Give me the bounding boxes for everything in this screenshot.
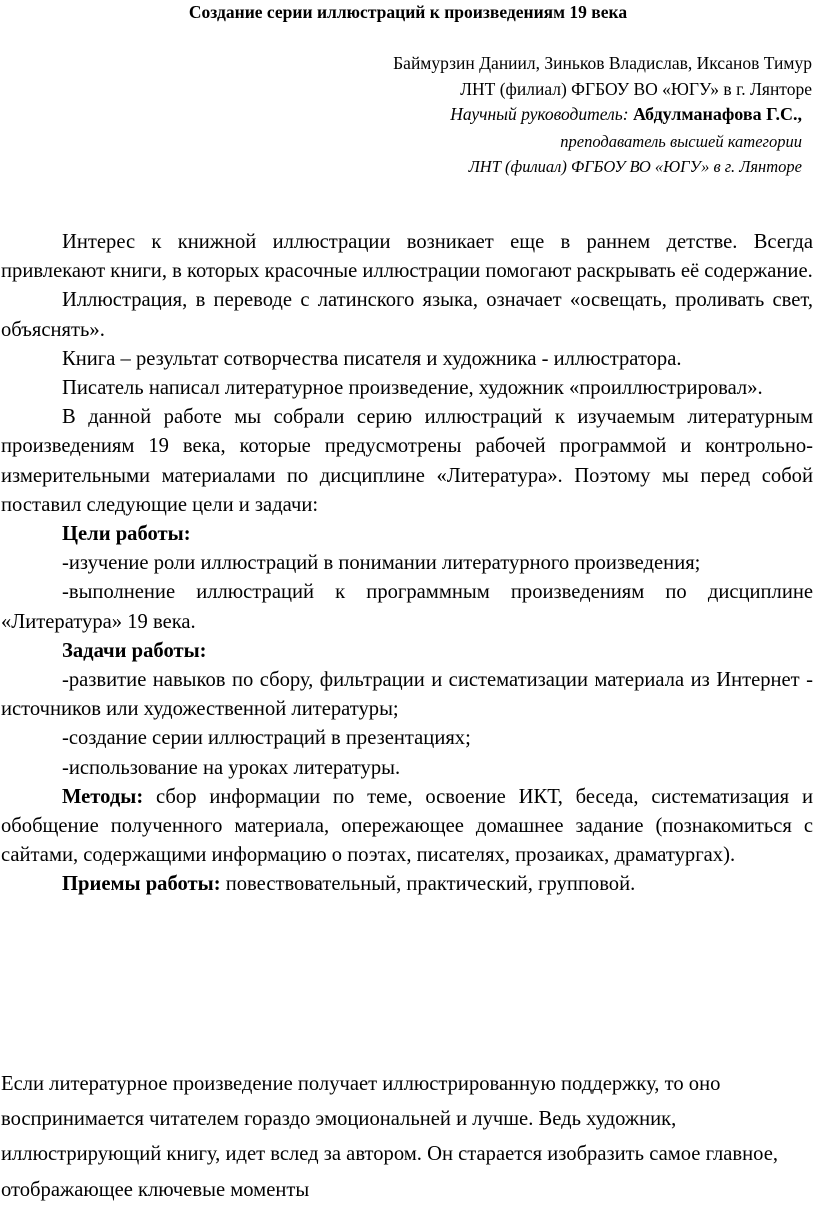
supervisor-name: Абдулманафова Г.С.,: [632, 104, 802, 124]
techniques-label: Приемы работы:: [62, 873, 221, 896]
goal-item: -изучение роли иллюстраций в понимании литературного произведения;: [62, 552, 701, 575]
goals-heading-text: Цели работы:: [62, 523, 191, 546]
supervisor-role: Научный руководитель:: [450, 104, 629, 124]
tasks-heading-text: Задачи работы:: [62, 639, 207, 662]
supervisor-line: [450, 104, 802, 125]
paragraph-intro: Интерес к книжной иллюстрации возникает еще в раннем детстве. Всегда привлекают книги, в которых красочные иллюстрации помогают раскрывать её содержание.: [1, 231, 813, 283]
supervisor-affiliation: ЛНТ (филиал) ФГБОУ ВО «ЮГУ» в г. Лянторе: [468, 157, 802, 176]
methods-text: сбор информации по теме, освоение ИКТ, беседа, систематизация и обобщение полученного материала, опережающее домашнее задание (познакомиться с сайтами, содержащими информацию о поэтах, писателях, прозаиках, драматургах).: [1, 785, 813, 867]
methods-label: Методы:: [62, 785, 144, 808]
task-item: -использование на уроках литературы.: [62, 756, 401, 779]
paragraph-book: Книга – результат сотворчества писателя и художника - иллюстратора.: [62, 347, 682, 370]
paragraph-writer: Писатель написал литературное произведение, художник «проиллюстрировал».: [62, 377, 763, 400]
task-item: -развитие навыков по сбору, фильтрации и систематизации материала из Интернет - источников или художественной литературы;: [1, 669, 813, 721]
methods-paragraph: [1, 783, 813, 871]
task-item: -создание серии иллюстраций в презентациях;: [62, 727, 471, 750]
document-title: Создание серии иллюстраций к произведениям 19 века: [188, 2, 628, 22]
authors-line: Баймурзин Даниил, Зиньков Владислав, Иксанов Тимур: [393, 53, 812, 73]
goal-item: -выполнение иллюстраций к программным произведениям по дисциплине «Литература» 19 века.: [1, 581, 813, 633]
goals-heading: [1, 520, 813, 549]
document-body: [1, 228, 813, 900]
tasks-heading: [1, 637, 813, 666]
paragraph-work-description: В данной работе мы собрали серию иллюстраций к изучаемым литературным произведениям 19 века, которые предусмотрены рабочей программой и контрольно-измерительными материалами по дисциплине «Литература». Поэтому мы перед собой поставил следующие цели и задачи:: [1, 406, 813, 516]
supervisor-position: преподаватель высшей категории: [560, 132, 802, 151]
techniques-text: повествовательный, практический, групповой.: [220, 873, 636, 896]
closing-text: [1, 1067, 813, 1208]
affiliation-line: ЛНТ (филиал) ФГБОУ ВО «ЮГУ» в г. Лянторе: [460, 79, 812, 99]
techniques-paragraph: [1, 870, 813, 899]
paragraph-illustration-definition: Иллюстрация, в переводе с латинского языка, означает «освещать, проливать свет, объяснять».: [1, 289, 813, 341]
closing-paragraph: Если литературное произведение получает иллюстрированную поддержку, то оно воспринимается читателем гораздо эмоциональней и лучше. Ведь художник, иллюстрирующий книгу, идет вслед за автором. Он старается изобразить самое главное, отображающее ключевые моменты: [1, 1073, 778, 1201]
